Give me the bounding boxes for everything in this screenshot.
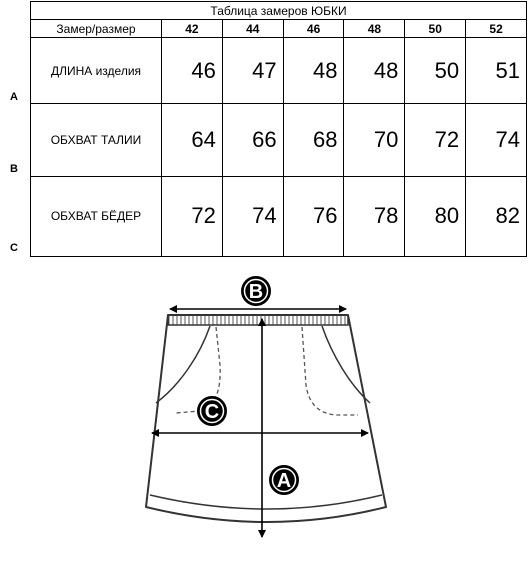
table-cell: 66	[222, 104, 283, 176]
table-cell: 47	[222, 38, 283, 104]
table-row	[31, 104, 527, 176]
svg-text:C: C	[204, 401, 220, 423]
table-cell: 78	[344, 176, 405, 256]
row-label: ДЛИНА изделия	[31, 38, 162, 104]
table-row	[31, 38, 527, 104]
header-row	[31, 20, 527, 38]
table-cell: 76	[283, 176, 344, 256]
table-title: Таблица замеров ЮБКИ	[31, 2, 527, 20]
table-cell: 64	[162, 104, 223, 176]
badge-a	[270, 466, 298, 494]
row-a-letter: A	[10, 91, 18, 103]
skirt-diagram	[140, 275, 400, 545]
skirt-outline	[146, 315, 386, 522]
size-header: 46	[283, 20, 344, 38]
badge-c	[198, 397, 226, 425]
size-header: 44	[222, 20, 283, 38]
size-header: 52	[466, 20, 527, 38]
badge-b	[242, 277, 270, 305]
table-cell: 46	[162, 38, 223, 104]
table-cell: 74	[466, 104, 527, 176]
size-header: 50	[405, 20, 466, 38]
table-row	[31, 176, 527, 256]
table-cell: 74	[222, 176, 283, 256]
waistband	[168, 315, 348, 325]
table-cell: 72	[405, 104, 466, 176]
row-c-letter: C	[10, 242, 18, 254]
row-b-letter: B	[10, 163, 18, 175]
header-label: Замер/размер	[31, 20, 162, 38]
table-cell: 48	[283, 38, 344, 104]
table-cell: 50	[405, 38, 466, 104]
svg-text:A: A	[276, 470, 292, 492]
table-cell: 51	[466, 38, 527, 104]
row-label: ОБХВАТ ТАЛИИ	[31, 104, 162, 176]
table-cell: 48	[344, 38, 405, 104]
table-cell: 68	[283, 104, 344, 176]
size-table	[30, 1, 527, 257]
size-header: 48	[344, 20, 405, 38]
table-cell: 82	[466, 176, 527, 256]
table-cell: 70	[344, 104, 405, 176]
svg-text:B: B	[248, 281, 264, 303]
row-label: ОБХВАТ БЁДЕР	[31, 176, 162, 256]
table-cell: 80	[405, 176, 466, 256]
table-cell: 72	[162, 176, 223, 256]
size-header: 42	[162, 20, 223, 38]
